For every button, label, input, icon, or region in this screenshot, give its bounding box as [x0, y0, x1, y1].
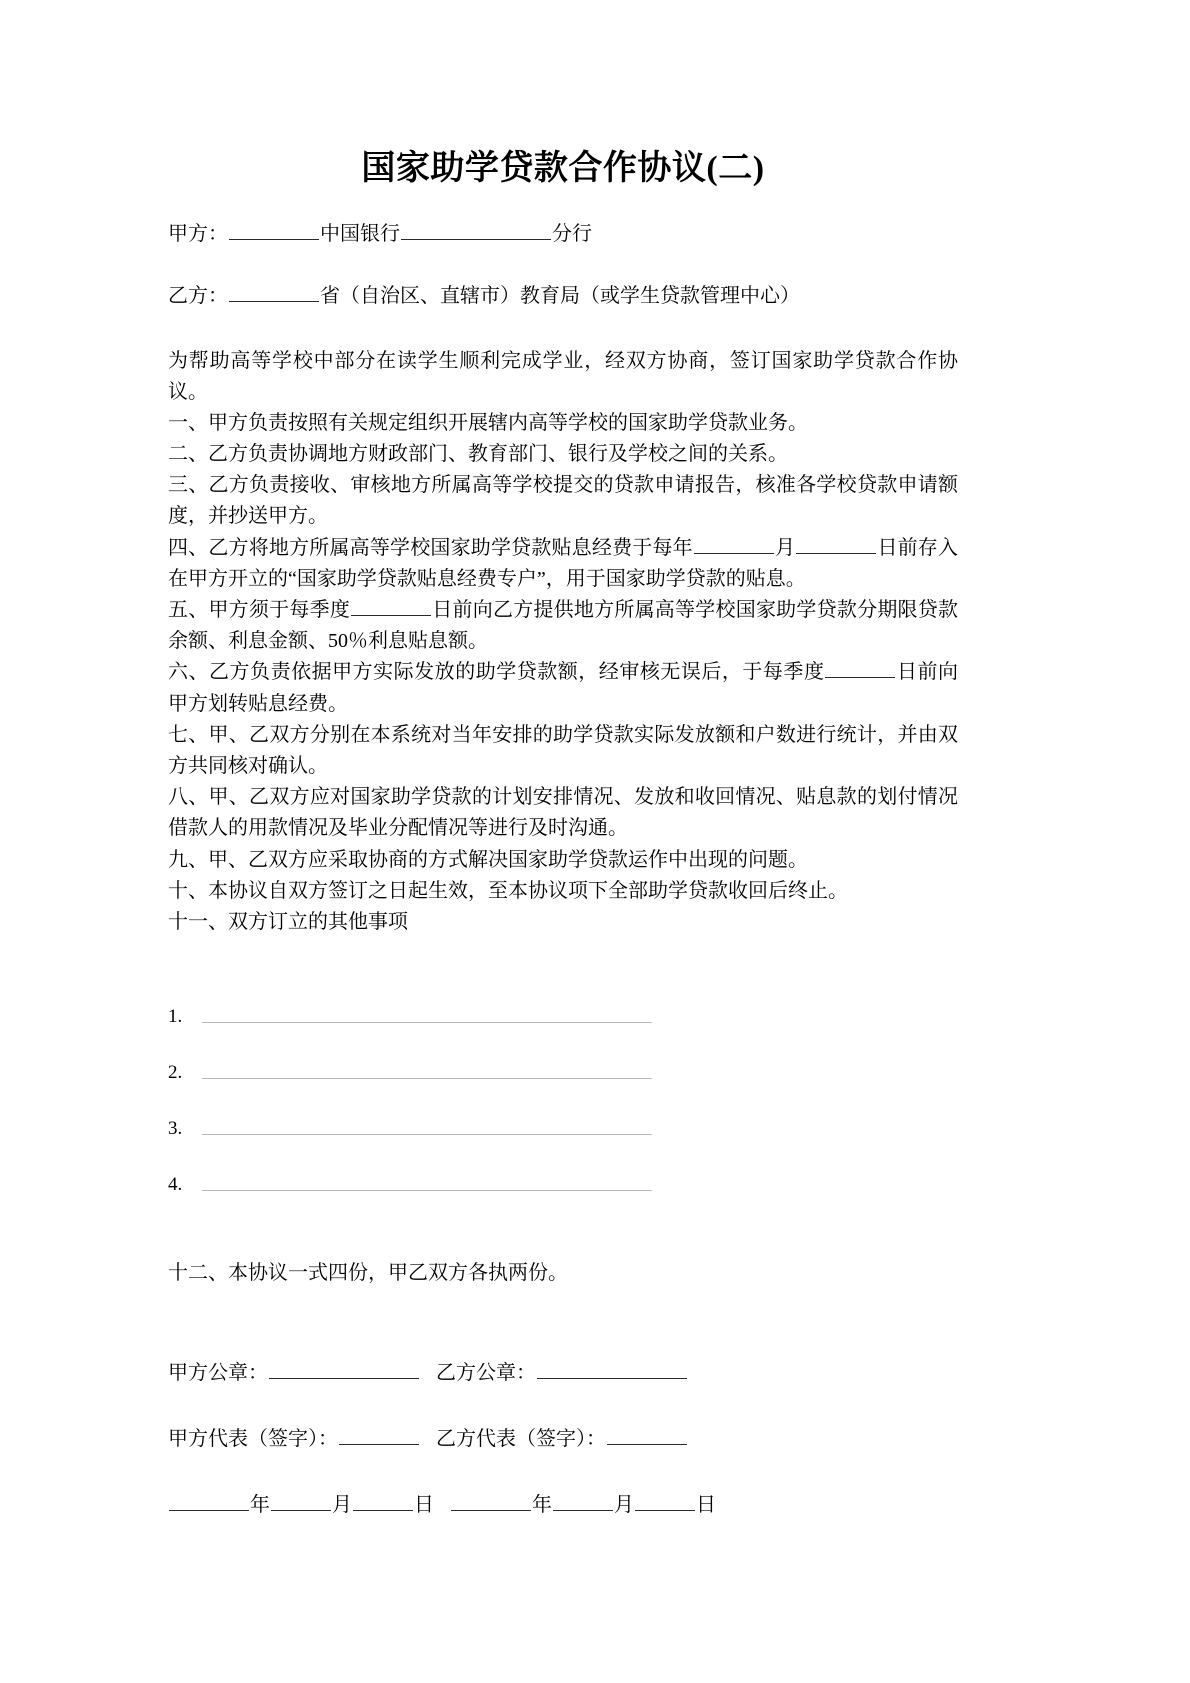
clause-3: 三、乙方负责接收、审核地方所属高等学校提交的贷款申请报告，核准各学校贷款申请额度，并抄送甲方。 — [168, 474, 958, 528]
other-item-2 — [168, 1028, 958, 1084]
rep-a-blank[interactable] — [339, 1424, 419, 1445]
document-content — [168, 0, 958, 1540]
party-b-label: 乙方： — [168, 284, 228, 307]
other-item-3-blank[interactable] — [202, 1134, 652, 1135]
clause-4-part-1: 四、乙方将地方所属高等学校国家助学贷款贴息经费于每年 — [168, 536, 693, 559]
date-a-month-blank[interactable] — [271, 1490, 331, 1511]
date-a-month-label: 月 — [332, 1494, 352, 1517]
other-item-1 — [168, 972, 958, 1028]
clause-5-part-1: 五、甲方须于每季度 — [168, 599, 351, 621]
clause-6-part-2: 日前向甲方划转贴息经费。 — [168, 661, 959, 715]
date-b-year-label: 年 — [532, 1494, 552, 1517]
clause-9: 九、甲、乙双方应采取协商的方式解决国家助学贷款运作中出现的问题。 — [168, 848, 808, 871]
clause-6 — [168, 657, 958, 719]
other-item-4-number: 4. — [168, 1174, 183, 1196]
clause-4-blank-day[interactable] — [796, 533, 876, 554]
other-item-4 — [168, 1140, 958, 1196]
clause-list — [168, 346, 958, 939]
seal-a-blank[interactable] — [269, 1358, 419, 1379]
clause-5-blank-day[interactable] — [351, 595, 431, 616]
party-a-mid-text: 中国银行 — [320, 222, 400, 245]
clause-4 — [168, 533, 958, 595]
preamble-paragraph: 为帮助高等学校中部分在读学生顺利完成学业，经双方协商，签订国家助学贷款合作协议。 — [168, 349, 958, 403]
other-item-4-blank[interactable] — [202, 1190, 652, 1191]
seal-a-label: 甲方公章： — [168, 1362, 268, 1385]
signature-block — [168, 1358, 958, 1520]
party-a-end-text: 分行 — [552, 222, 592, 245]
clause-8: 八、甲、乙双方应对国家助学贷款的计划安排情况、发放和收回情况、贴息款的划付情况借款人的用款情况及毕业分配情况等进行及时沟通。 — [168, 786, 958, 840]
clause-2: 二、乙方负责协调地方财政部门、教育部门、银行及学校之间的关系。 — [168, 443, 788, 466]
other-item-2-number: 2. — [168, 1062, 183, 1084]
party-b-line — [168, 281, 958, 311]
other-item-2-blank[interactable] — [202, 1078, 652, 1079]
rep-b-blank[interactable] — [607, 1424, 687, 1445]
rep-a-label: 甲方代表（签字）： — [168, 1428, 338, 1451]
date-b-day-blank[interactable] — [635, 1490, 695, 1511]
seal-b-blank[interactable] — [537, 1358, 687, 1379]
clause-12: 十二、本协议一式四份，甲乙双方各执两份。 — [168, 1262, 568, 1285]
seal-b-label: 乙方公章： — [436, 1362, 536, 1385]
other-item-3-number: 3. — [168, 1118, 183, 1140]
clause-5 — [168, 595, 958, 657]
date-b-day-label: 日 — [696, 1494, 716, 1517]
party-a-blank-1[interactable] — [229, 219, 319, 240]
clause-4-part-3: 日前存入在甲方开立的“国家助学贷款贴息经费专户”，用于国家助学贷款的贴息。 — [168, 536, 958, 590]
date-a-day-blank[interactable] — [353, 1490, 413, 1511]
clause-10: 十、本协议自双方签订之日起生效，至本协议项下全部助学贷款收回后终止。 — [168, 879, 848, 902]
clause-6-part-1: 六、乙方负责依据甲方实际发放的助学贷款额，经审核无误后，于每季度 — [168, 661, 825, 684]
party-b-blank-1[interactable] — [229, 281, 319, 302]
party-a-blank-2[interactable] — [401, 219, 551, 240]
date-b-month-blank[interactable] — [553, 1490, 613, 1511]
clause-4-part-2: 月 — [774, 536, 796, 559]
seal-row — [168, 1358, 958, 1388]
representative-row — [168, 1424, 958, 1454]
party-b-text: 省（自治区、直辖市）教育局（或学生贷款管理中心） — [320, 284, 800, 307]
date-a-year-blank[interactable] — [169, 1490, 249, 1511]
date-a-year-label: 年 — [250, 1494, 270, 1517]
page-title: 国家助学贷款合作协议(二) — [361, 150, 765, 187]
rep-b-label: 乙方代表（签字）： — [436, 1428, 606, 1451]
clause-6-blank-day[interactable] — [825, 657, 895, 678]
party-a-label: 甲方： — [168, 222, 228, 245]
clause-4-blank-month[interactable] — [694, 533, 774, 554]
party-a-line — [168, 219, 958, 249]
clause-1: 一、甲方负责按照有关规定组织开展辖内高等学校的国家助学贷款业务。 — [168, 411, 808, 434]
date-a-day-label: 日 — [414, 1494, 434, 1517]
date-b-month-label: 月 — [614, 1494, 634, 1517]
other-item-1-number: 1. — [168, 1006, 183, 1028]
other-item-3 — [168, 1084, 958, 1140]
other-items-list — [168, 972, 958, 1196]
date-b-year-blank[interactable] — [451, 1490, 531, 1511]
clause-7: 七、甲、乙双方分别在本系统对当年安排的助学贷款实际发放额和户数进行统计，并由双方共同核对确认。 — [168, 723, 958, 777]
clause-11: 十一、双方订立的其他事项 — [168, 910, 408, 933]
other-item-1-blank[interactable] — [202, 1022, 652, 1023]
clause-5-part-2: 日前向乙方提供地方所属高等学校国家助学贷款分期限贷款余额、利息金额、50％利息贴息额。 — [168, 599, 959, 653]
date-row — [168, 1490, 958, 1520]
